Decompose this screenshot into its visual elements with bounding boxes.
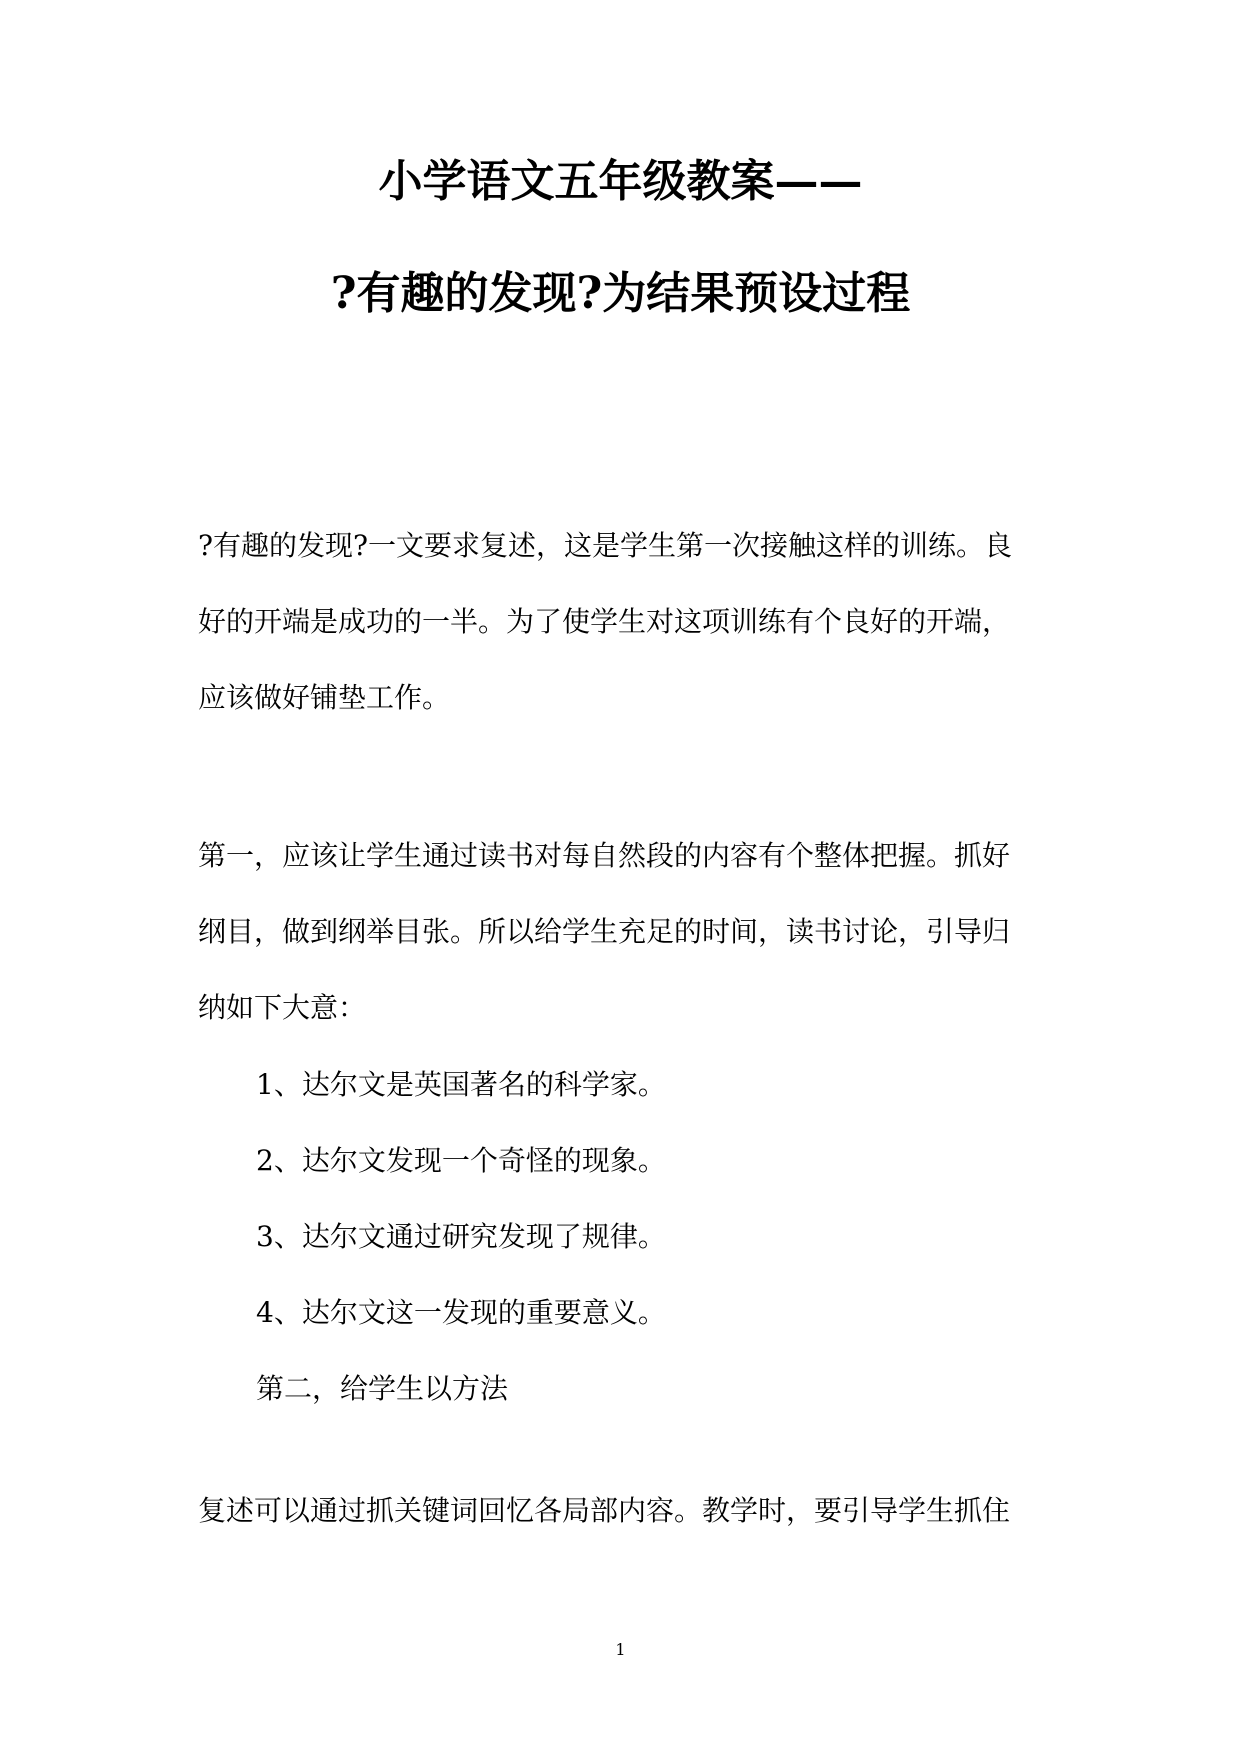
document-title-line-1: 小学语文五年级教案—— (378, 156, 863, 207)
paragraph-line: 应该做好铺垫工作。 (198, 681, 451, 714)
document-title-line-2: ?有趣的发现?为结果预设过程 (330, 268, 911, 319)
paragraph-line: 好的开端是成功的一半。为了使学生对这项训练有个良好的开端， (198, 605, 1011, 638)
list-item: 4、达尔文这一发现的重要意义。 (256, 1296, 666, 1329)
second-point-heading: 第二，给学生以方法 (256, 1372, 509, 1405)
paragraph-line: 纳如下大意： (198, 991, 367, 1024)
paragraph-retelling (198, 1473, 1058, 1549)
paragraph-line: 复述可以通过抓关键词回忆各局部内容。教学时，要引导学生抓住 (198, 1494, 1011, 1527)
list-item: 1、达尔文是英国著名的科学家。 (256, 1068, 666, 1101)
paragraph-line: 纲目，做到纲举目张。所以给学生充足的时间，读书讨论，引导归 (198, 915, 1011, 948)
list-item: 2、达尔文发现一个奇怪的现象。 (256, 1144, 666, 1177)
page-number: 1 (615, 1640, 626, 1659)
paragraph-intro (198, 508, 1058, 736)
paragraph-first-point (198, 818, 1058, 1046)
summary-list (256, 1047, 666, 1427)
paragraph-line: 第一，应该让学生通过读书对每自然段的内容有个整体把握。抓好 (198, 839, 1011, 872)
list-item: 3、达尔文通过研究发现了规律。 (256, 1220, 666, 1253)
paragraph-line: ?有趣的发现?一文要求复述，这是学生第一次接触这样的训练。良 (198, 529, 1013, 562)
